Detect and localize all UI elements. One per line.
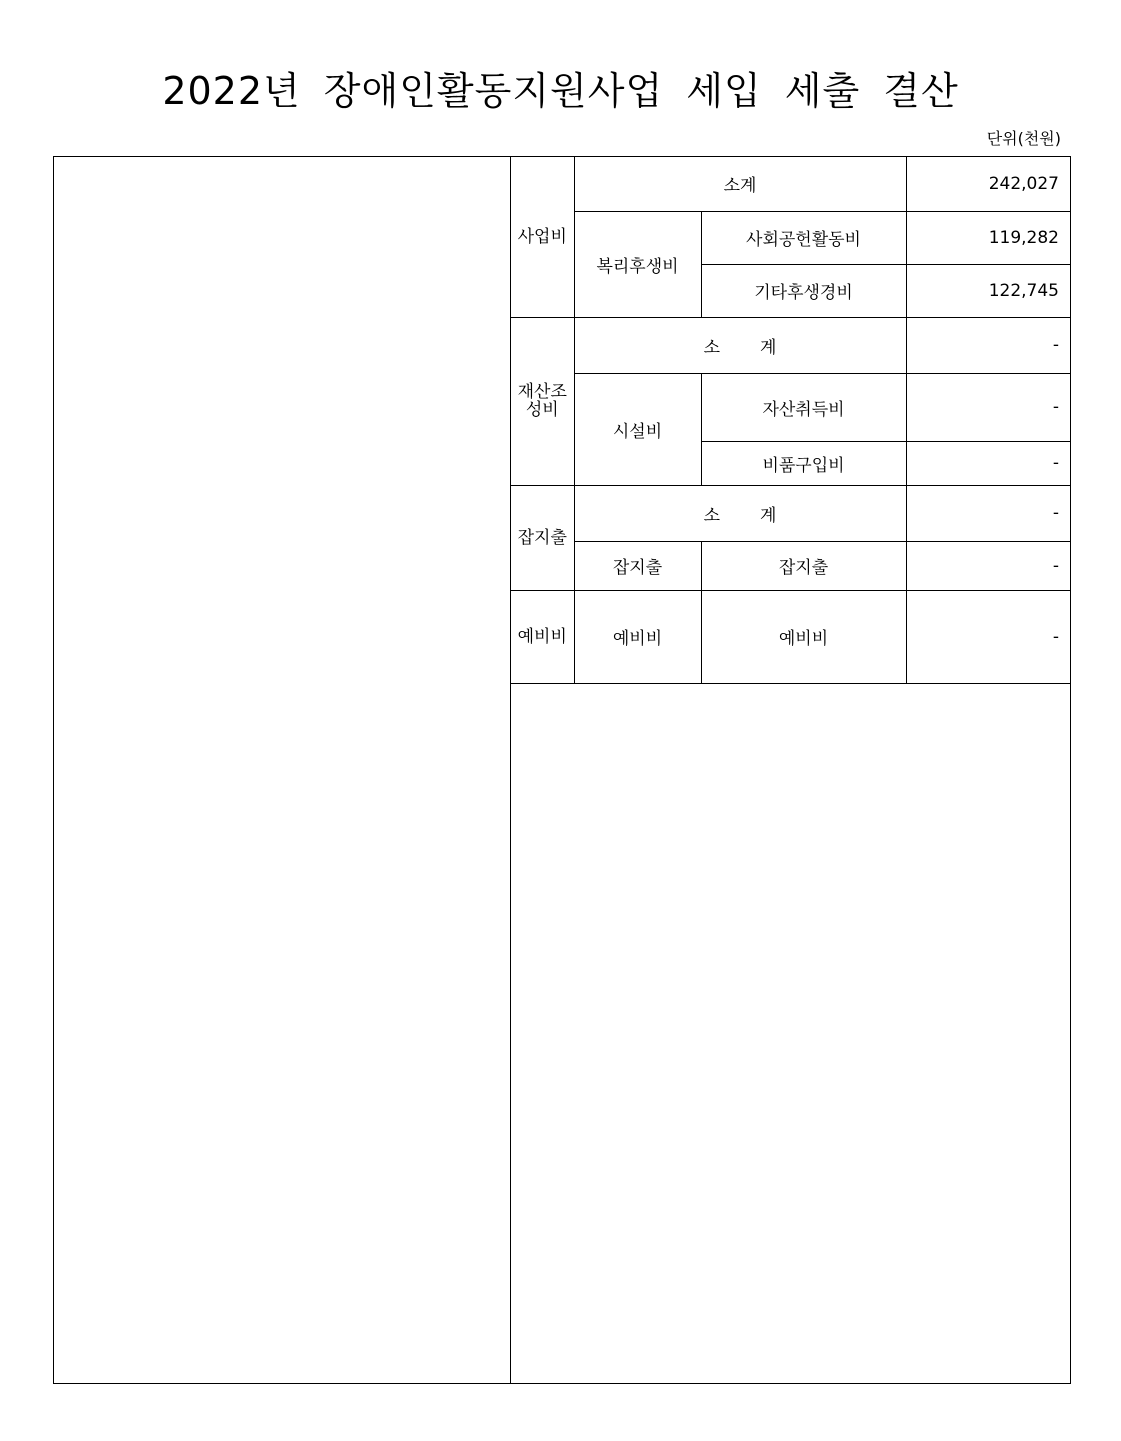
item-amount: - [906, 541, 1071, 590]
expenditure-table [511, 157, 1071, 684]
page-title: 2022년 장애인활동지원사업 세입 세출 결산 [162, 69, 959, 113]
subtotal-amount: - [906, 317, 1071, 373]
table-row [511, 590, 1071, 683]
subtotal-amount: 242,027 [906, 157, 1071, 211]
item-amount: - [906, 590, 1071, 683]
item-amount: 122,745 [906, 264, 1071, 317]
subtotal-label: 소계 [574, 157, 906, 211]
revenue-panel [54, 157, 511, 1383]
subtotal-amount: - [906, 485, 1071, 541]
group-reserve: 예비비 [574, 590, 701, 683]
category-misc: 잡지출 [511, 485, 574, 590]
item-name: 예비비 [701, 590, 906, 683]
item-amount: - [906, 441, 1071, 485]
group-misc: 잡지출 [574, 541, 701, 590]
table-row [511, 157, 1071, 211]
item-amount: - [906, 373, 1071, 441]
item-name: 비품구입비 [701, 441, 906, 485]
subtotal-label: 소계 [574, 485, 906, 541]
unit-label: 단위(천원) [986, 129, 1061, 148]
category-reserve: 예비비 [511, 590, 574, 683]
category-business: 사업비 [511, 157, 574, 317]
category-property: 재산조성비 [511, 317, 574, 485]
table-row [511, 541, 1071, 590]
item-name: 기타후생경비 [701, 264, 906, 317]
table-row [511, 317, 1071, 373]
item-name: 자산취득비 [701, 373, 906, 441]
item-amount: 119,282 [906, 211, 1071, 264]
subtotal-label: 소계 [574, 317, 906, 373]
table-row [511, 485, 1071, 541]
expenditure-panel [511, 157, 1070, 1383]
settlement-frame [53, 156, 1071, 1384]
group-facility: 시설비 [574, 373, 701, 485]
table-row [511, 211, 1071, 264]
item-name: 사회공헌활동비 [701, 211, 906, 264]
item-name: 잡지출 [701, 541, 906, 590]
table-row [511, 373, 1071, 441]
group-welfare: 복리후생비 [574, 211, 701, 317]
